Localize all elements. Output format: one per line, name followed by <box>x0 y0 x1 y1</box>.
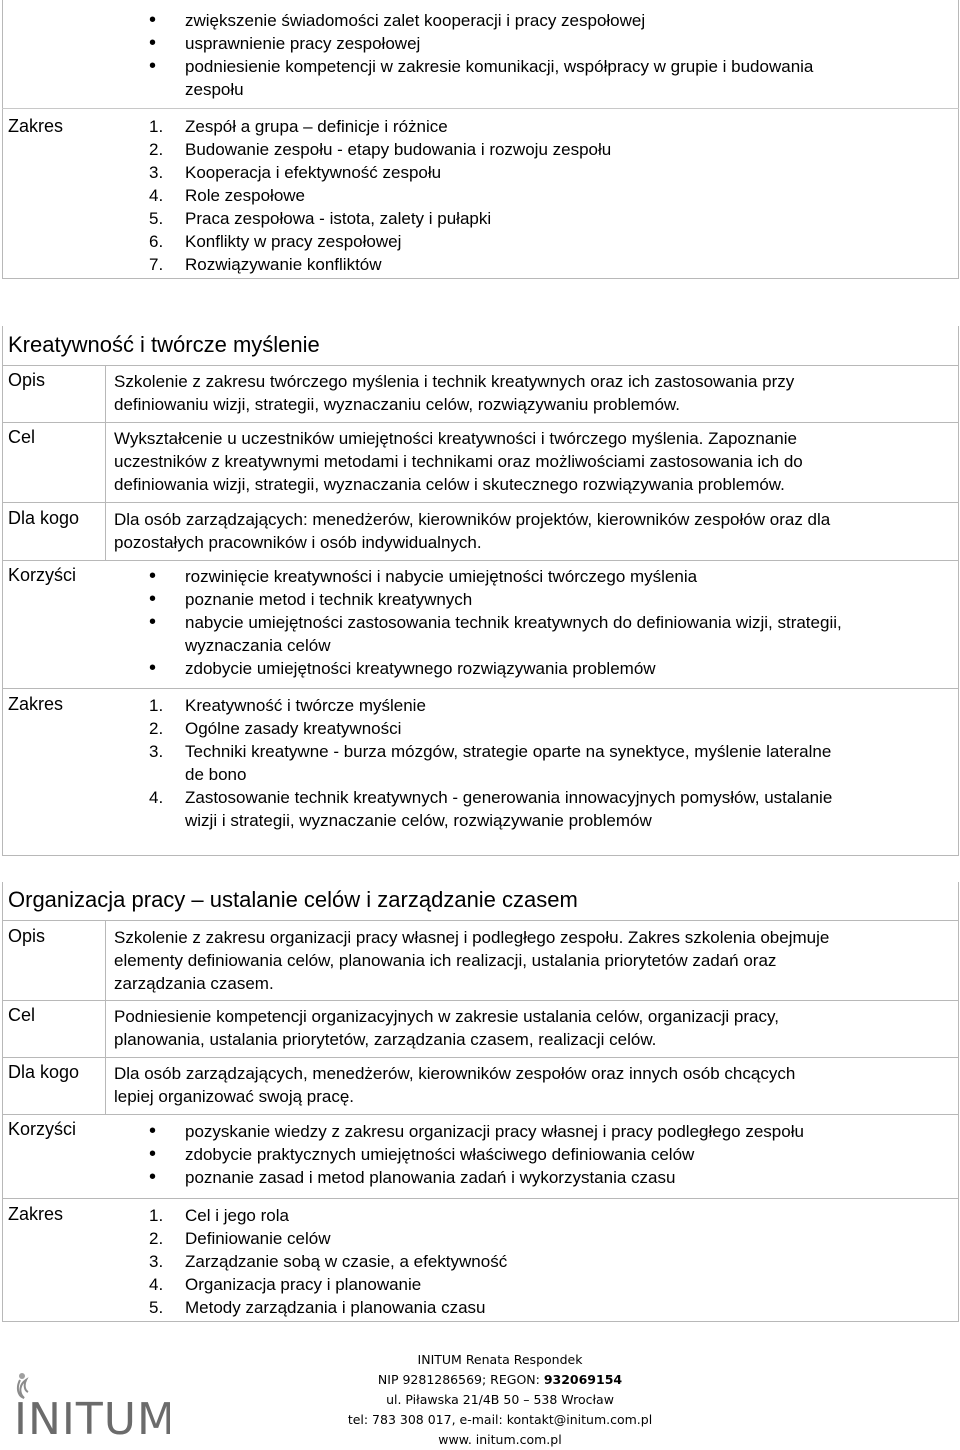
border-right <box>958 326 959 856</box>
divider <box>2 108 959 109</box>
row-divider <box>2 1114 959 1115</box>
korzysci-list <box>2 1120 958 1189</box>
cel-label: Cel <box>8 427 36 447</box>
korzysci-label: Korzyści <box>8 1119 77 1139</box>
company-name: INITUM Renata Respondek <box>417 1352 583 1367</box>
cel-label: Cel <box>8 1005 36 1025</box>
list-item: • zwiększenie świadomości zalet kooperacji i pracy zespołowej <box>2 9 958 32</box>
list-item: 5. Metody zarządzania i planowania czasu <box>149 1298 486 1317</box>
zakres-list <box>2 694 958 832</box>
list-item-continuation: zespołu <box>185 80 244 99</box>
cel-text: Wykształcenie u uczestników umiejętności kreatywności i twórczego myślenia. Zapoznanie uczestników z kreatywnymi metodami i technikami oraz możliwościami zastosowania ich do definiowania wizji, strategii, wyznaczania celów i skutecznego rozwiązywania problemów. <box>114 429 803 494</box>
list-item: 2. Definiowanie celów <box>149 1229 331 1248</box>
section-title: Kreatywność i twórcze myślenie <box>8 332 320 357</box>
row-divider <box>2 1000 959 1001</box>
list-item: • rozwinięcie kreatywności i nabycie umiejętności twórczego myślenia <box>2 565 958 588</box>
section-title: Organizacja pracy – ustalanie celów i zarządzanie czasem <box>8 887 578 912</box>
row-divider <box>2 502 959 503</box>
footer-address-block <box>300 1350 700 1450</box>
row-divider <box>2 365 959 366</box>
list-item: 1. Kreatywność i twórcze myślenie <box>149 696 426 715</box>
list-item: 4. Role zespołowe <box>149 186 306 205</box>
dla-kogo-label: Dla kogo <box>8 508 80 528</box>
opis-label: Opis <box>8 370 46 390</box>
row-divider <box>2 688 959 689</box>
zakres-label: Zakres <box>8 116 64 136</box>
korzysci-list <box>2 565 958 680</box>
border-right <box>958 0 959 279</box>
opis-text: Szkolenie z zakresu twórczego myślenia i technik kreatywnych oraz ich zastosowania przy definiowaniu wizji, strategii, wyznaczaniu celów, rozwiązywaniu problemów. <box>114 372 795 414</box>
list-item: • zdobycie umiejętności kreatywnego rozwiązywania problemów <box>2 657 958 680</box>
list-item: • nabycie umiejętności zastosowania technik kreatywnych do definiowania wizji, strategii, wyznaczania celów <box>2 611 958 657</box>
list-item: • podniesienie kompetencji w zakresie komunikacji, współpracy w grupie i budowania <box>2 55 958 78</box>
column-divider <box>105 365 106 561</box>
nip-regon: NIP 9281286569; REGON: 932069154 <box>377 1372 623 1387</box>
list-item: 7. Rozwiązywanie konfliktów <box>149 255 382 274</box>
list-item: 3. Techniki kreatywne - burza mózgów, strategie oparte na synektyce, myślenie lateralne de bono <box>149 742 832 784</box>
list-item: 4. Organizacja pracy i planowanie <box>149 1275 422 1294</box>
list-item: 3. Kooperacja i efektywność zespołu <box>149 163 442 182</box>
row-divider <box>2 1057 959 1058</box>
opis-text: Szkolenie z zakresu organizacji pracy własnej i podległego zespołu. Zakres szkolenia obejmuje elementy definiowania celów, planowania ich realizacji, ustalania priorytetów zadań oraz zarządzania czasem. <box>114 928 830 993</box>
dla-kogo-text: Dla osób zarządzających, menedżerów, kierowników zespołów oraz innych osób chcących lepiej organizować swoją pracę. <box>114 1064 796 1106</box>
korzysci-label: Korzyści <box>8 565 77 585</box>
dla-kogo-text: Dla osób zarządzających: menedżerów, kierowników projektów, kierowników zespołów oraz dla pozostałych pracowników i osób indywidualnych. <box>114 510 831 552</box>
row-divider <box>2 422 959 423</box>
cel-text: Podniesienie kompetencji organizacyjnych w zakresie ustalania celów, organizacji pracy, planowania, ustalania priorytetów, zarządzania czasem, realizacji celów. <box>114 1007 779 1049</box>
list-item: • usprawnienie pracy zespołowej <box>2 32 958 55</box>
list-item: • poznanie metod i technik kreatywnych <box>2 588 958 611</box>
contact: tel: 783 308 017, e-mail: kontakt@initum.com.pl <box>347 1412 653 1427</box>
website: www. initum.com.pl <box>438 1432 562 1447</box>
initum-logo <box>10 1368 170 1440</box>
list-item: 2. Budowanie zespołu - etapy budowania i rozwoju zespołu <box>149 140 612 159</box>
zakres-label: Zakres <box>8 1204 64 1224</box>
column-divider <box>105 920 106 1115</box>
list-item: 5. Praca zespołowa - istota, zalety i pułapki <box>149 209 492 228</box>
address: ul. Piławska 21/4B 50 – 538 Wrocław <box>386 1392 614 1407</box>
row-divider <box>2 1198 959 1199</box>
border-bottom <box>2 278 959 279</box>
border-bottom <box>2 1321 959 1322</box>
list-item: • poznanie zasad i metod planowania zadań i wykorzystania czasu <box>2 1166 958 1189</box>
dla-kogo-label: Dla kogo <box>8 1062 80 1082</box>
logo-icon <box>10 1368 170 1440</box>
border-right <box>958 882 959 1322</box>
list-item: 4. Zastosowanie technik kreatywnych - generowania innowacyjnych pomysłów, ustalanie wizji i strategii, wyznaczanie celów, rozwiązywanie problemów <box>149 788 833 830</box>
benefits-list <box>2 9 958 78</box>
zakres-list <box>2 115 958 276</box>
border-bottom <box>2 855 959 856</box>
list-item: • pozyskanie wiedzy z zakresu organizacji pracy własnej i pracy podległego zespołu <box>2 1120 958 1143</box>
list-item: 1. Zespół a grupa – definicje i różnice <box>149 117 448 136</box>
row-divider <box>2 560 959 561</box>
zakres-label: Zakres <box>8 694 64 714</box>
list-item: 2. Ogólne zasady kreatywności <box>149 719 402 738</box>
logo-text: INITUM <box>14 1394 170 1440</box>
opis-label: Opis <box>8 926 46 946</box>
list-item: 6. Konflikty w pracy zespołowej <box>149 232 402 251</box>
list-item: 1. Cel i jego rola <box>149 1206 289 1225</box>
zakres-list <box>2 1204 958 1319</box>
list-item: • zdobycie praktycznych umiejętności właściwego definiowania celów <box>2 1143 958 1166</box>
row-divider <box>2 920 959 921</box>
list-item: 3. Zarządzanie sobą w czasie, a efektywność <box>149 1252 508 1271</box>
